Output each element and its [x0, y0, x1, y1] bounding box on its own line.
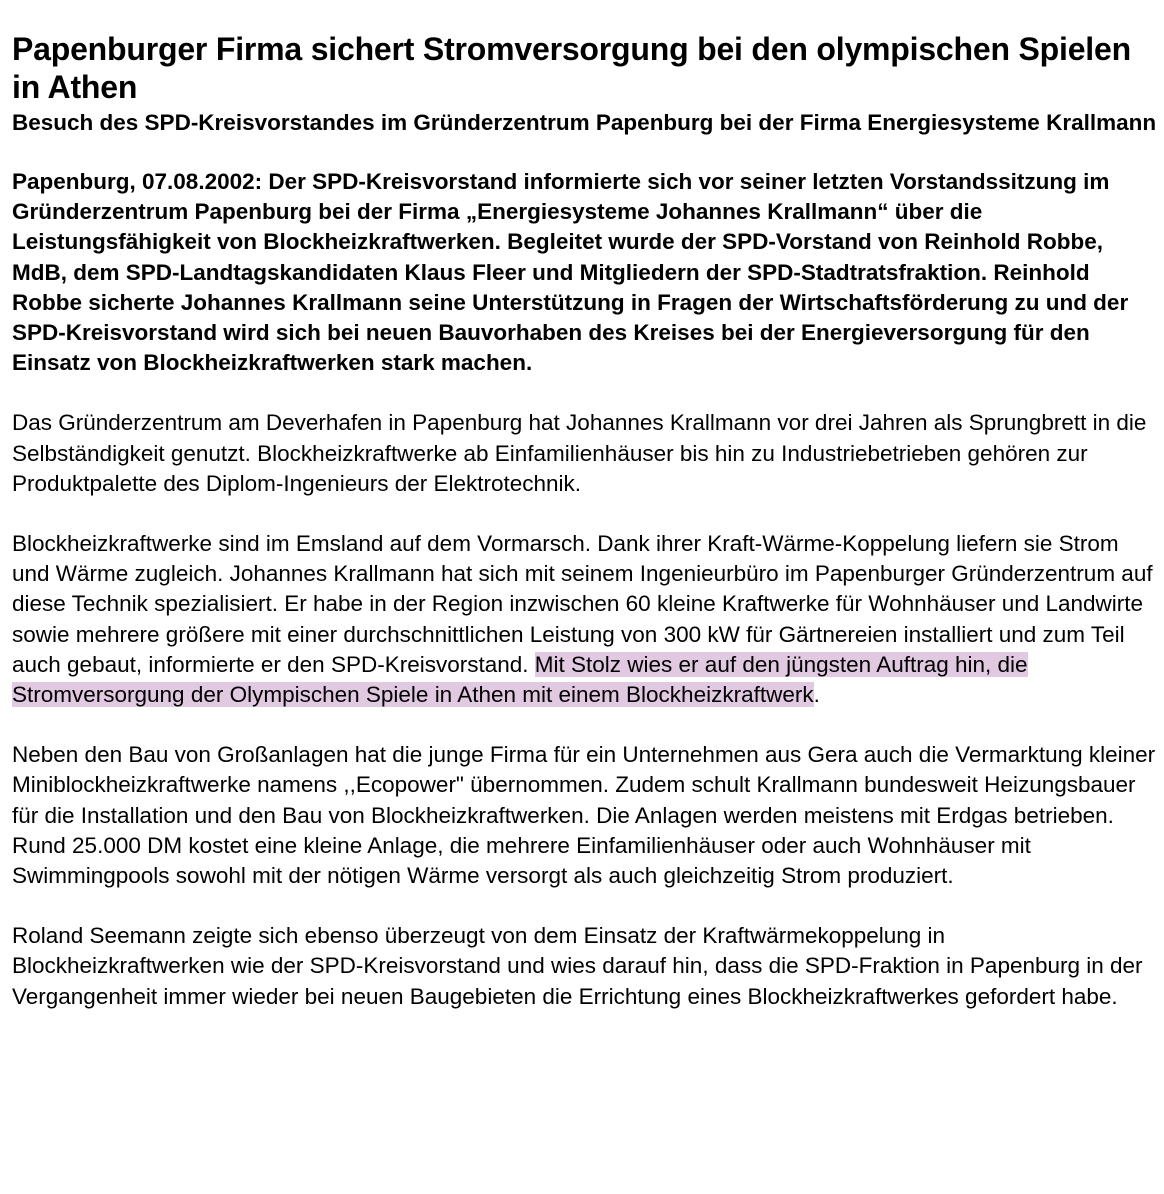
paragraph-3: Neben den Bau von Großanlagen hat die junge Firma für ein Unternehmen aus Gera auch die Vermarktung kleiner Miniblockheizkraftwerke namens ,,Ecopower" übernommen. Zudem schult Krallmann bundesweit Heizungsbauer für die Installation und den Bau von Blockheizkraftwerken. Die Anlagen werden meistens mit Erdgas betrieben. Rund 25.000 DM kostet eine kleine Anlage, die mehrere Einfamilienhäuser oder auch Wohnhäuser mit Swimmingpools sowohl mit der nötigen Wärme versorgt als auch gleichzeitig Strom produziert. [12, 742, 1156, 889]
highlighted-text: Mit Stolz wies er auf den jüngsten Auftrag hin, die Stromversorgung der Olympischen Spiele in Athen mit einem Blockheizkraftwerk [12, 651, 1028, 708]
paragraph-1: Das Gründerzentrum am Deverhafen in Papenburg hat Johannes Krallmann vor drei Jahren als Sprungbrett in die Selbständigkeit genutzt. Blockheizkraftwerke ab Einfamilienhäuser bis hin zu Industriebetrieben gehören zur Produktpalette des Diplom-Ingenieurs der Elektrotechnik. [12, 410, 1147, 496]
article-lead [12, 167, 1158, 378]
article-title: Papenburger Firma sichert Stromversorgung bei den olympischen Spielen in Athen [12, 31, 1131, 105]
paragraph-4: Roland Seemann zeigte sich ebenso überzeugt von dem Einsatz der Kraftwärmekoppelung in Blockheizkraftwerken wie der SPD-Kreisvorstand und wies darauf hin, dass die SPD-Fraktion in Papenburg in der Vergangenheit immer wieder bei neuen Baugebieten die Errichtung eines Blockheizkraftwerkes gefordert habe. [12, 923, 1143, 1009]
paragraph-2-end: . [813, 682, 820, 708]
article-subtitle: Besuch des SPD-Kreisvorstandes im Gründerzentrum Papenburg bei der Firma Energiesysteme Krallmann [12, 110, 1157, 135]
lead-text: Papenburg, 07.08.2002: Der SPD-Kreisvorstand informierte sich vor seiner letzten Vorstandssitzung im Gründerzentrum Papenburg bei der Firma „Energiesysteme Johannes Krallmann“ über die Leistungsfähigkeit von Blockheizkraftwerken. Begleitet wurde der SPD-Vorstand von Reinhold Robbe, MdB, dem SPD-Landtagskandidaten Klaus Fleer und Mitgliedern der SPD-Stadtratsfraktion. Reinhold Robbe sicherte Johannes Krallmann seine Unterstützung in Fragen der Wirtschaftsförderung zu und der SPD-Kreisvorstand wird sich bei neuen Bauvorhaben des Kreises bei der Energieversorgung für den Einsatz von Blockheizkraftwerken stark machen. [12, 169, 1129, 376]
paragraph-2 [12, 529, 1158, 710]
paragraph-2-text: Blockheizkraftwerke sind im Emsland auf dem Vormarsch. Dank ihrer Kraft-Wärme-Koppelung liefern sie Strom und Wärme zugleich. Johannes Krallmann hat sich mit seinem Ingenieurbüro im Papenburger Gründerzentrum auf diese Technik spezialisiert. Er habe in der Region inzwischen 60 kleine Kraftwerke für Wohnhäuser und Landwirte sowie mehrere größere mit einer durchschnittlichen Leistung von 300 kW für Gärtnereien installiert und zum Teil auch gebaut, informierte er den SPD-Kreisvorstand. [12, 531, 1153, 677]
